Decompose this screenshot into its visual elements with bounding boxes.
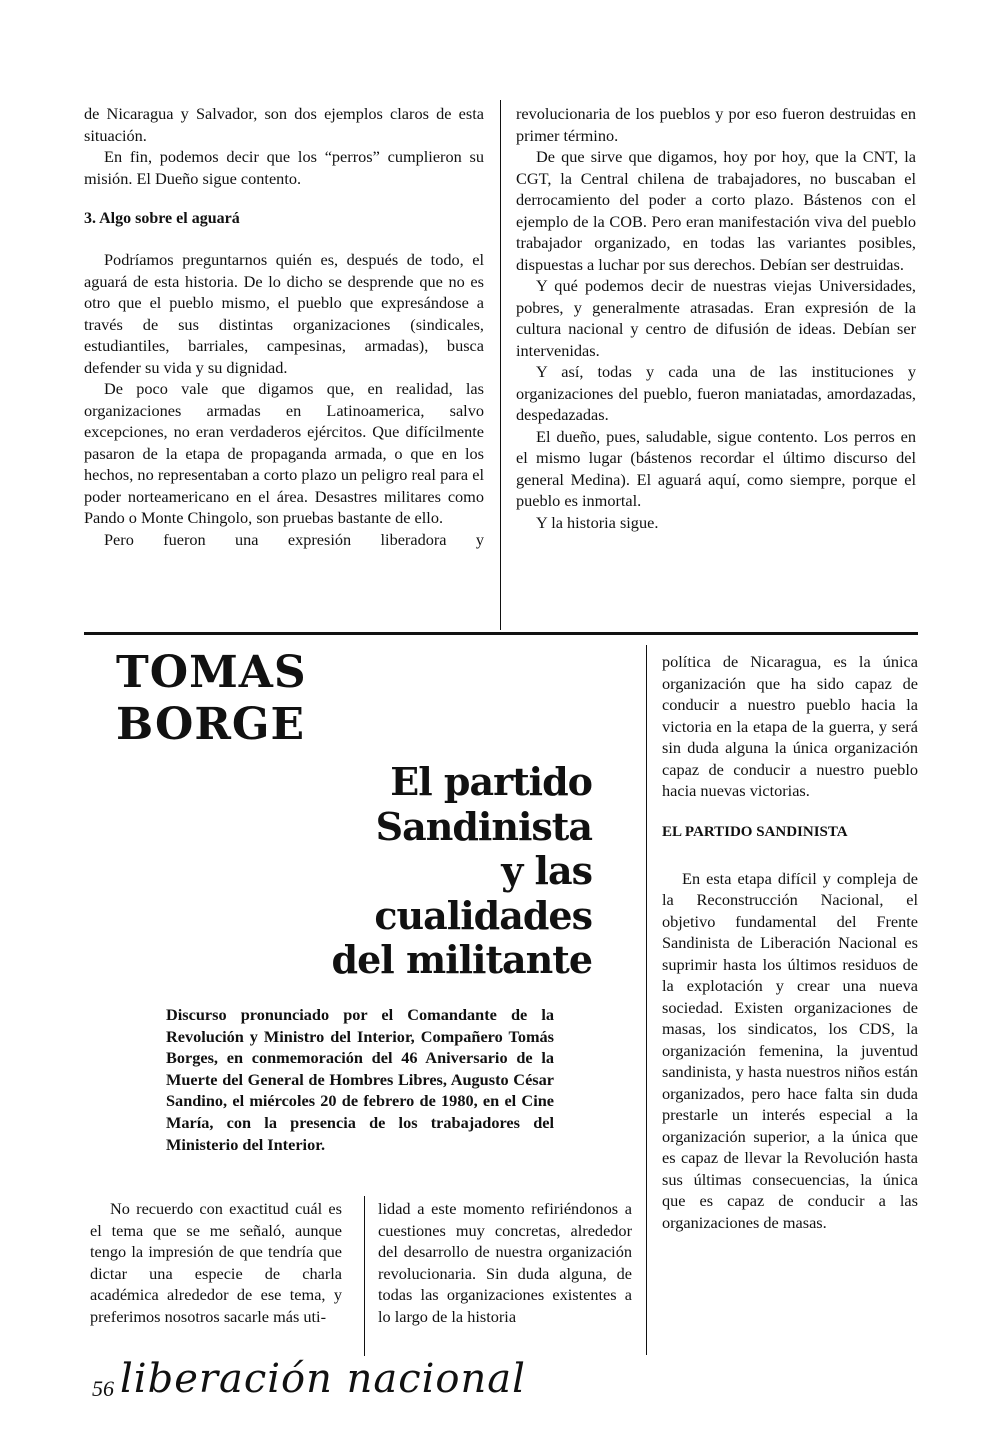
top-left-column (84, 103, 484, 550)
paragraph: política de Nicaragua, es la única organización que ha sido capaz de conducir a nuestro pueblo hacia la victoria en la etapa de la guerra, y será sin duda alguna la única organización capaz de conducir a nuestro pueblo hacia nuevas victorias. (662, 652, 918, 800)
article-side-column (662, 651, 918, 1233)
section-heading: 3. Algo sobre el aguará (84, 210, 240, 227)
headline-line: cualidades (374, 892, 592, 938)
masthead-logo: liberación nacional (120, 1356, 526, 1402)
paragraph: revolucionaria de los pueblos y por eso fueron destruidas en primer término. (516, 104, 916, 145)
paragraph: De poco vale que digamos que, en realidad, las organizaciones armadas en Latinoamerica, salvo excepciones, no eran verdaderos ejércitos. Que difícilmente pasaron de la etapa de propaganda armada, o que en los hechos, no representaban a corto plazo un peligro real para el poder norteamericano en el área. Desastres militares como Pando o Monte Chingolo, son pruebas bastante de ello. (84, 379, 484, 527)
paragraph: No recuerdo con exactitud cuál es el tema que se me señaló, aunque tengo la impresión de que tendría que dictar una especie de charla académica alrededor de ese tema, y preferimos nosotros sacarle más uti- (90, 1199, 342, 1326)
section-heading: EL PARTIDO SANDINISTA (662, 823, 848, 840)
article-author-title: TOMAS BORGE (116, 647, 307, 750)
paragraph: Podríamos preguntarnos quién es, después de todo, el aguará de esta historia. De lo dicho se desprende que no es otro que el pueblo mismo, el pueblo que expresándose a través de sus distintas organizaciones (sindicales, estudiantiles, barriales, campesinas, armadas), busca defender su vida y su dignidad. (84, 250, 484, 377)
article-column-2 (378, 1198, 632, 1327)
headline-line: El partido (390, 759, 592, 804)
article-intro: Discurso pronunciado por el Comandante de la Revolución y Ministro del Interior, Compañero Tomás Borges, en conmemoración del 46 Aniversario de la Muerte del General de Hombres Libres, Augusto César Sandino, el miércoles 20 de febrero de 1980, en el Cine María, con la presencia de los trabajadores del Ministerio del Interior. (166, 1005, 554, 1154)
article-divider (84, 632, 918, 635)
paragraph: De que sirve que digamos, hoy por hoy, que la CNT, la CGT, la Central chilena de trabajadores, no buscaban el derrocamiento del poder a corto plazo. Bástenos con el ejemplo de la COB. Pero eran manifestación viva del pueblo trabajador organizado, en todas las variantes posibles, dispuestas a luchar por sus derechos. Debían ser destruidas. (516, 147, 916, 274)
column-divider (646, 645, 647, 1355)
paragraph: Y así, todas y cada una de las instituciones y organizaciones del pueblo, fueron maniatadas, amordazadas, despedazadas. (516, 362, 916, 424)
page-number: 56 (92, 1376, 114, 1401)
paragraph: de Nicaragua y Salvador, son dos ejemplos claros de esta situación. (84, 104, 484, 145)
column-divider (364, 1196, 365, 1356)
paragraph: En fin, podemos decir que los “perros” cumplieron su misión. El Dueño sigue contento. (84, 147, 484, 188)
headline-line: Sandinista (375, 803, 592, 849)
headline-line: y las (501, 848, 592, 893)
article-headline (300, 760, 592, 983)
paragraph: En esta etapa difícil y compleja de la Reconstrucción Nacional, el objetivo fundamental del Frente Sandinista de Liberación Nacional es suprimir hasta los últimos residuos de la explotación y crear una nueva sociedad. Existen organizaciones de masas, los sindicatos, los CDS, la organización femenina, la juventud sandinista, y hasta nuestros niños están organizados, pero hace falta sin duda prestarle un interés especial a la organización superior, a la única que es capaz de llevar la Revolución hasta sus últimas consecuencias, la única que es capaz de conducir a las organizaciones de masas. (662, 868, 918, 1232)
paragraph: El dueño, pues, saludable, sigue contento. Los perros en el mismo lugar (bástenos recordar el último discurso del general Medina). El aguará aquí, como siempre, porque el pueblo es inmortal. (516, 426, 916, 510)
paragraph: Y la historia sigue. (536, 512, 659, 532)
paragraph: lidad a este momento refiriéndonos a cuestiones muy concretas, alrededor del desarrollo de nuestra organización revolucionaria. Sin duda alguna, de todas las organizaciones existentes a lo largo de la historia (378, 1199, 632, 1326)
paragraph: Y qué podemos decir de nuestras viejas Universidades, pobres, y generalmente atrasadas. Eran expresión de la cultura nacional y centro de difusión de ideas. Debían ser intervenidas. (516, 276, 916, 360)
top-right-column (516, 103, 916, 533)
paragraph: Pero fueron una expresión liberadora y (104, 529, 484, 549)
headline-line: del militante (331, 937, 592, 982)
article-column-1 (90, 1198, 342, 1327)
column-divider (500, 100, 501, 630)
